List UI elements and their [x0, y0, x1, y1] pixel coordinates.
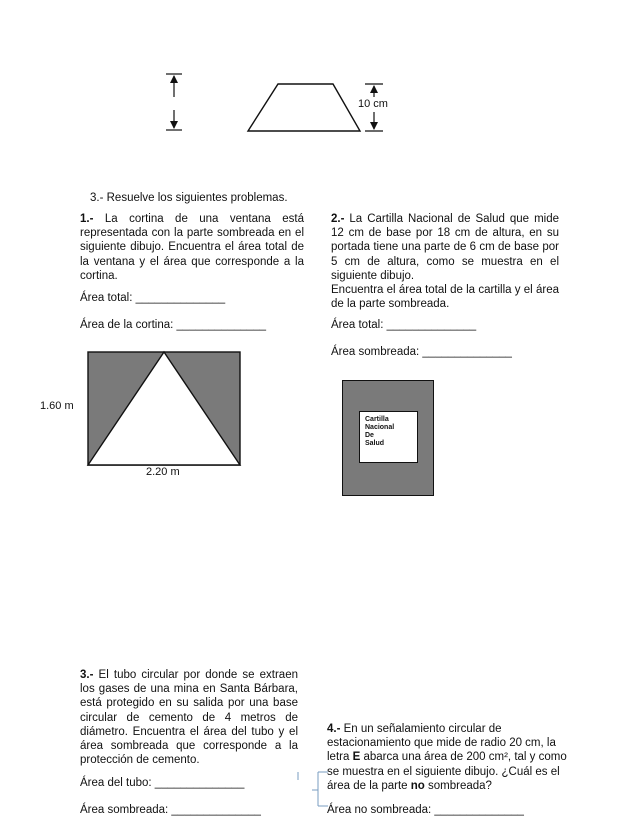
left-dimension-up-arrowhead: [170, 75, 178, 83]
window-height-label: 1.60 m: [40, 400, 74, 412]
problem-1-number: 1.-: [80, 213, 94, 225]
problem-4-emphasis: no: [410, 779, 425, 792]
problem-4-statement: [327, 722, 567, 793]
problem-3-statement: [80, 668, 298, 767]
trapezoid-figure: [0, 0, 638, 140]
problem-1-statement: [80, 212, 304, 283]
cartilla-label-line-1: Cartilla: [365, 416, 389, 423]
problem-3-answer-shaded: Área sombreada: ______________: [80, 804, 261, 816]
problem-4-answer: Área no sombreada: ______________: [327, 804, 524, 816]
problem-2-answer-total: Área total: ______________: [331, 319, 477, 331]
section-title: 3.- Resuelve los siguientes problemas.: [90, 192, 288, 204]
trapezoid-height-label: 10 cm: [358, 98, 388, 110]
trapezoid-shape: [248, 84, 360, 131]
problem-2-text: La Cartilla Nacional de Salud que mide 12 cm de base por 18 cm de altura, en su portada tiene una parte de 6 cm de base por 5 cm de altura, como se muestra en el siguiente dibujo.: [331, 213, 559, 282]
window-base-label: 2.20 m: [146, 466, 180, 478]
cartilla-label-box: [359, 411, 418, 463]
problem-4-letter: E: [352, 751, 361, 764]
cartilla-label-line-2: Nacional: [365, 424, 395, 431]
problem-4-text-b: abarca una área de 200 cm², tal y como se muestra en el siguiente dibujo. ¿Cuál es el área de la parte: [327, 751, 567, 792]
problem-2-answer-shaded: Área sombreada: ______________: [331, 346, 512, 358]
left-dimension-down-arrowhead: [170, 121, 178, 129]
cartilla-label-line-4: Salud: [365, 440, 385, 447]
problem-2-number: 2.-: [331, 213, 345, 225]
problem-3-text: El tubo circular por donde se extraen los gases de una mina en Santa Bárbara, está protegido en su salida por una base circular de cemento de 4 metros de diámetro. Encuentra el área del tubo y el área sombreada que corresponde a la protección de cemento.: [80, 669, 298, 767]
problem-4-text-c: sombreada?: [424, 779, 492, 792]
right-dimension-up-arrowhead: [370, 85, 378, 93]
problem-1-text: La cortina de una ventana está representada con la parte sombreada en el siguiente dibujo. Encuentra el área total de la ventana y el área que corresponde a la cortina.: [80, 213, 304, 282]
right-dimension-down-arrowhead: [370, 122, 378, 130]
cartilla-label-line-3: De: [365, 432, 374, 439]
window-figure: [85, 349, 245, 469]
problem-4-text-a: En un señalamiento circular de estacionamiento que mide de radio 20 cm, la letra: [327, 723, 556, 764]
problem-2-statement: [331, 212, 559, 311]
problem-1-answer-curtain: Área de la cortina: ______________: [80, 319, 267, 331]
problem-2-text-continued: Encuentra el área total de la cartilla y el área de la parte sombreada.: [331, 284, 559, 311]
problem-3-answer-tube: Área del tubo: ______________: [80, 777, 245, 789]
problem-3-number: 3.-: [80, 669, 94, 681]
problem-1-answer-total: Área total: ______________: [80, 292, 226, 304]
selection-bracket-marks: [294, 766, 334, 826]
problem-4-number: 4.-: [327, 723, 341, 735]
